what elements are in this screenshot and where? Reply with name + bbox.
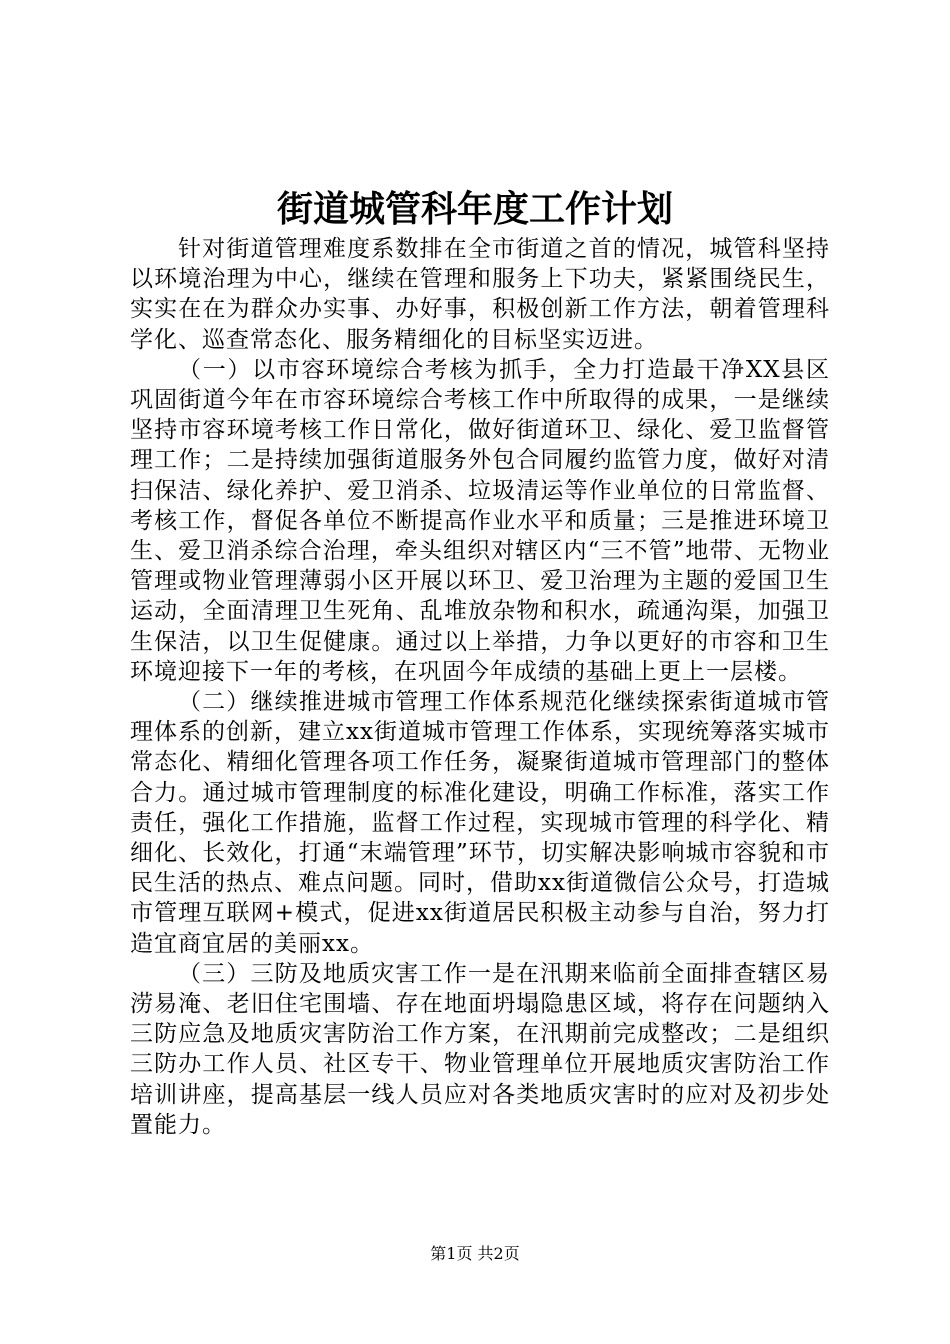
page-footer: 第1页 共2页 <box>430 1244 520 1263</box>
paragraph-intro: 针对街道管理难度系数排在全市街道之首的情况，城管科坚持以环境治理为中心，继续在管理和服务上下功夫，紧紧围绕民生，实实在在为群众办实事、办好事，积极创新工作方法，朝着管理科学化、巡查常态化、服务精细化的目标坚实迈进。 <box>130 236 830 353</box>
paragraph-section-1: （一）以市容环境综合考核为抓手，全力打造最干净XX县区巩固街道今年在市容环境综合考核工作中所取得的成果，一是继续坚持市容环境考核工作日常化，做好街道环卫、绿化、爱卫监督管理工作；二是持续加强街道服务外包合同履约监管力度，做好对清扫保洁、绿化养护、爱卫消杀、垃圾清运等作业单位的日常监督、考核工作，督促各单位不断提高作业水平和质量；三是推进环境卫生、爱卫消杀综合治理，牵头组织对辖区内“三不管”地带、无物业管理或物业管理薄弱小区开展以环卫、爱卫治理为主题的爱国卫生运动，全面清理卫生死角、乱堆放杂物和积水，疏通沟渠，加强卫生保洁，以卫生促健康。通过以上举措，力争以更好的市容和卫生环境迎接下一年的考核，在巩固今年成绩的基础上更上一层楼。 <box>130 356 830 685</box>
paragraph-section-3: （三）三防及地质灾害工作一是在汛期来临前全面排查辖区易涝易淹、老旧住宅围墙、存在地面坍塌隐患区域，将存在问题纳入三防应急及地质灾害防治工作方案，在汛期前完成整改；二是组织三防办工作人员、社区专干、物业管理单位开展地质灾害防治工作培训讲座，提高基层一线人员应对各类地质灾害时的应对及初步处置能力。 <box>130 960 830 1138</box>
document-body <box>130 234 830 1140</box>
paragraph-section-2: （二）继续推进城市管理工作体系规范化继续探索街道城市管理体系的创新，建立xx街道城市管理工作体系，实现统筹落实城市常态化、精细化管理各项工作任务，凝聚街道城市管理部门的整体合力。通过城市管理制度的标准化建设，明确工作标准，落实工作责任，强化工作措施，监督工作过程，实现城市管理的科学化、精细化、长效化，打通“末端管理”环节，切实解决影响城市容貌和市民生活的热点、难点问题。同时，借助xx街道微信公众号，打造城市管理互联网+模式，促进xx街道居民积极主动参与自治，努力打造宜商宜居的美丽xx。 <box>130 689 830 957</box>
document-title: 街道城管科年度工作计划 <box>276 188 673 230</box>
